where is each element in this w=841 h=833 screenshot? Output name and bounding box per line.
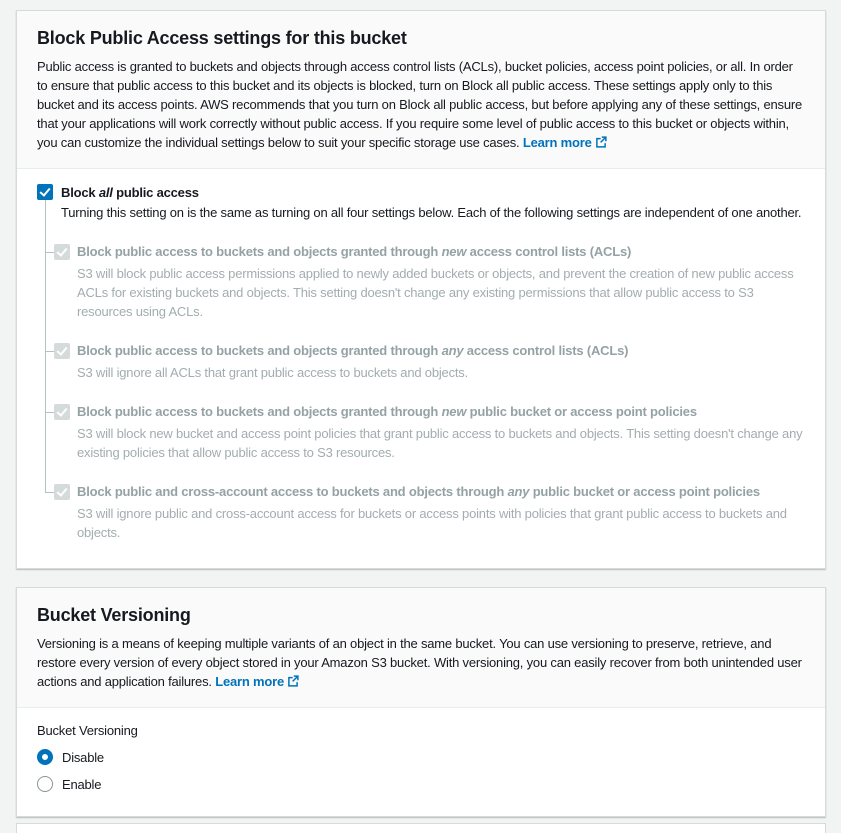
- radio-label: Enable: [62, 776, 102, 792]
- learn-more-link[interactable]: Learn more: [523, 135, 607, 150]
- block-all-public-access-label: Block all public access: [61, 184, 199, 200]
- sub-setting-new-policies: [37, 382, 805, 462]
- bucket-versioning-body: [17, 708, 825, 816]
- bucket-versioning-panel: [16, 587, 826, 817]
- sub-setting-checkbox-disabled: [54, 244, 70, 260]
- panel-title: Bucket Versioning: [37, 605, 191, 625]
- panel-gap: [0, 569, 841, 587]
- sub-setting-description: S3 will ignore all ACLs that grant public access to buckets and objects.: [77, 365, 468, 380]
- external-link-icon: [287, 675, 299, 687]
- block-all-public-access-row: [37, 184, 805, 200]
- sub-setting-description: S3 will block public access permissions applied to newly added buckets or objects, and prevent the creation of new public access ACLs for existing buckets and objects. This setting doesn't change any existing permissions that allow public access to S3 resources using ACLs.: [77, 266, 794, 319]
- sub-setting-new-acls: [37, 222, 805, 321]
- block-public-access-body: [17, 169, 825, 568]
- block-all-public-access-checkbox[interactable]: [37, 184, 53, 200]
- sub-setting-title: Block public access to buckets and objects granted through new access control lists (ACLs): [77, 244, 632, 259]
- block-all-description: Turning this setting on is the same as turning on all four settings below. Each of the following settings are independent of one another.: [37, 200, 805, 222]
- versioning-option-disable[interactable]: [37, 749, 805, 765]
- sub-setting-cross-account: [37, 462, 805, 542]
- panel-title: Block Public Access settings for this bucket: [37, 28, 407, 48]
- sub-setting-title: Block public access to buckets and objects granted through new public bucket or access point policies: [77, 404, 697, 419]
- disable-radio[interactable]: [37, 749, 53, 765]
- external-link-icon: [595, 136, 607, 148]
- settings-tree: [37, 200, 805, 542]
- sub-setting-title: Block public access to buckets and objects granted through any access control lists (ACLs): [77, 343, 629, 358]
- sub-setting-checkbox-disabled: [54, 343, 70, 359]
- panel-description: Public access is granted to buckets and objects through access control lists (ACLs), bucket policies, access point policies, or all. In order to ensure that public access to this bucket and its objects is blocked, turn on Block all public access. These settings apply only to this bucket and its access points. AWS recommends that you turn on Block all public access, but before applying any of these settings, ensure that your applications will work correctly without public access. If you require some level of public access to this bucket or objects within, you can customize the individual settings below to suit your specific storage use cases. Learn more: [37, 59, 803, 150]
- block-public-access-panel: [16, 10, 826, 569]
- enable-radio[interactable]: [37, 776, 53, 792]
- sub-setting-description: S3 will ignore public and cross-account access for buckets or access points with policies that grant public access to buckets and objects.: [77, 506, 787, 540]
- radio-label: Disable: [62, 749, 104, 765]
- sub-setting-any-acls: [37, 321, 805, 382]
- panel-description: Versioning is a means of keeping multiple variants of an object in the same bucket. You can use versioning to preserve, retrieve, and restore every version of every object stored in your Amazon S3 bucket. With versioning, you can easily recover from both unintended user actions and application failures. Learn more: [37, 636, 802, 689]
- block-public-access-header: [17, 11, 825, 169]
- next-panel-sliver: [16, 823, 826, 833]
- sub-setting-title: Block public and cross-account access to buckets and objects through any public bucket or access point policies: [77, 484, 760, 499]
- sub-setting-checkbox-disabled: [54, 484, 70, 500]
- bucket-versioning-header: [17, 588, 825, 708]
- bucket-versioning-label: Bucket Versioning: [37, 723, 138, 738]
- learn-more-link[interactable]: Learn more: [215, 674, 299, 689]
- sub-setting-checkbox-disabled: [54, 404, 70, 420]
- versioning-option-enable[interactable]: [37, 776, 805, 792]
- sub-setting-description: S3 will block new bucket and access point policies that grant public access to buckets and objects. This setting doesn't change any existing policies that allow public access to S3 resources.: [77, 426, 803, 460]
